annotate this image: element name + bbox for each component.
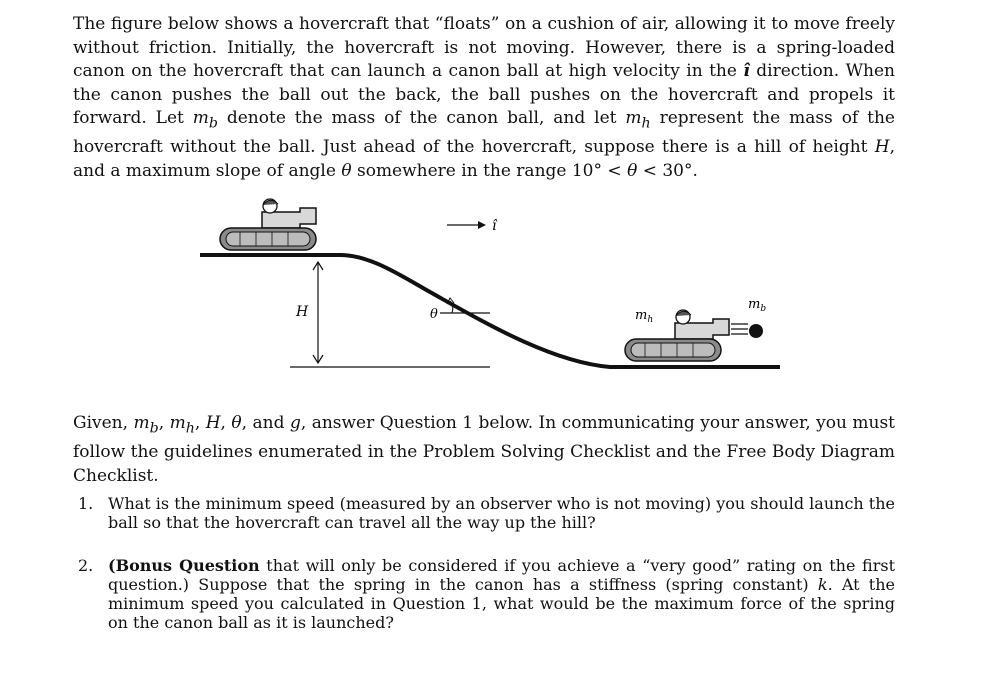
var-theta: θ: [341, 160, 352, 181]
hovercraft-mass-label: $m_h$: [635, 308, 654, 325]
var-mb-sub: b: [208, 115, 218, 132]
given-var-H: H: [205, 413, 221, 433]
given-paragraph: [73, 412, 895, 488]
var-mb: m: [192, 108, 209, 129]
var-theta-2: θ: [627, 160, 638, 181]
hovercraft-top: [220, 199, 316, 250]
given-text-1: Given,: [73, 413, 134, 433]
intro-text-7: < 30°.: [637, 160, 698, 181]
question-2: [78, 556, 895, 632]
given-text-2: ,: [158, 413, 170, 433]
var-mh: m: [625, 108, 642, 129]
intro-text-2: direction. When the canon pushes the ball out the back, the ball pushes on the hovercraft and propels it forward. Let: [73, 61, 895, 129]
intro-text-4: represent the mass of the hovercraft without the ball. Just ahead of the hovercraft, suppose there is a hill of height: [73, 108, 895, 158]
given-text-6: , answer Question 1 below. In communicating your answer, you must follow the guidelines enumerated in the Problem Solving Checklist and the Free Body Diagram Checklist.: [73, 413, 896, 486]
given-var-g: g: [289, 413, 301, 433]
unit-vector-i: ı̂: [743, 61, 750, 82]
question-text: What is the minimum speed (measured by an observer who is not moving) you should launch the ball so that the hovercraft can travel all the way up the hill?: [108, 494, 895, 532]
given-var-theta: θ: [231, 413, 242, 433]
bonus-label: (Bonus Question: [108, 556, 260, 575]
intro-text-3: denote the mass of the canon ball, and let: [217, 108, 626, 129]
given-text-4: ,: [220, 413, 232, 433]
ball-mass-label: $m_b$: [748, 297, 767, 314]
canon-ball: [749, 324, 763, 338]
direction-label: ı̂: [492, 218, 497, 234]
given-var-mb-sub: b: [149, 420, 159, 437]
question-2-text-a: that will only be considered if you achieve a “very good” rating on the first question.) Suppose that the spring in the canon has a stiffness (spring constant): [108, 556, 896, 594]
var-k: k: [817, 575, 828, 594]
direction-arrowhead: [478, 221, 486, 229]
given-text-5: , and: [241, 413, 290, 433]
var-mh-sub: h: [641, 115, 651, 132]
intro-text-5: , and a maximum slope of angle: [73, 137, 895, 181]
var-H: H: [874, 137, 890, 158]
intro-text-1: The figure below shows a hovercraft that “floats” on a cushion of air, allowing it to move freely without friction. Initially, the hovercraft is not moving. However, there is a spring-loaded canon on the hovercraft that can launch a canon ball at high velocity in the: [73, 14, 895, 82]
question-number: 2.: [78, 556, 94, 575]
angle-label: θ: [430, 307, 438, 322]
question-number: 1.: [78, 494, 94, 513]
given-var-mh-sub: h: [185, 420, 195, 437]
height-label: H: [296, 304, 309, 320]
given-var-mb: m: [133, 413, 150, 433]
given-text-3: ,: [194, 413, 206, 433]
given-var-mh: m: [169, 413, 186, 433]
question-1: [78, 494, 895, 532]
question-text: [108, 556, 895, 632]
intro-text-6: somewhere in the range 10° <: [351, 160, 628, 181]
question-2-text-b: . At the minimum speed you calculated in Question 1, what would be the maximum force of the spring on the canon ball as it is launched?: [108, 575, 895, 632]
